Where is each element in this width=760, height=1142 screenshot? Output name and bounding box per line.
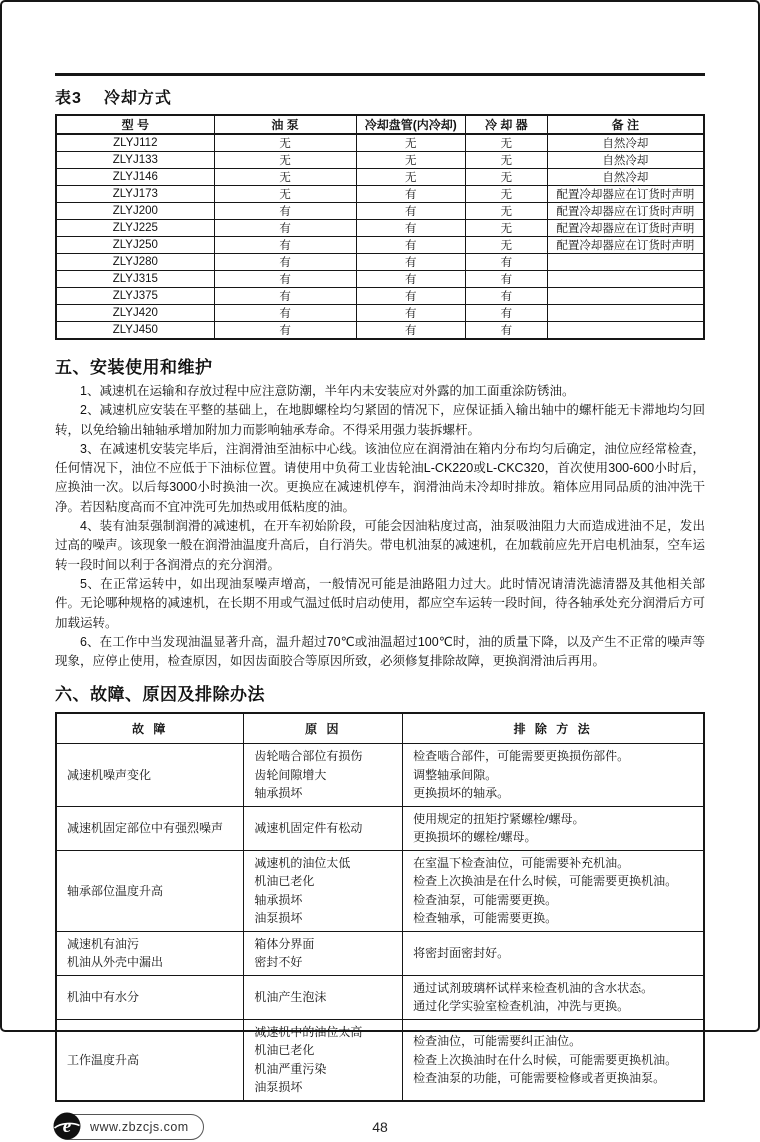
cooling-cell xyxy=(547,322,704,340)
fault-table-row xyxy=(56,1019,704,1101)
remedy-cell-line: 通过试剂玻璃杯试样来检查机油的含水状态。 xyxy=(413,980,654,995)
cooling-cell: 有 xyxy=(356,220,466,237)
cooling-table-row xyxy=(56,322,704,340)
page-footer xyxy=(55,1112,705,1142)
cooling-cell: 有 xyxy=(356,271,466,288)
svg-text:e: e xyxy=(62,1116,72,1138)
cooling-cell: 有 xyxy=(214,220,356,237)
table3-caption xyxy=(55,85,705,108)
fault-table-row xyxy=(56,850,704,931)
cooling-cell xyxy=(547,305,704,322)
cooling-cell: 无 xyxy=(466,134,548,152)
maintenance-paragraph: 4、装有油泵强制润滑的减速机，在开车初始阶段，可能会因油粘度过高，油泵吸油阻力大而造成进油不足，发出过高的噪声。该现象一般在润滑油温度升高后，自行消失。带电机油泵的减速机，在加载前应先开启电机油泵，空车运转一段时间以利于各润滑点的充分润滑。 xyxy=(55,519,706,572)
remedy-cell-line: 更换损坏的轴承。 xyxy=(413,786,510,801)
cause-cell xyxy=(244,975,403,1019)
cause-cell-line: 减速机固定件有松动 xyxy=(254,821,363,836)
remedy-cell-line: 调整轴承间隙。 xyxy=(413,767,498,782)
remedy-cell-line: 将密封面密封好。 xyxy=(413,946,510,961)
maintenance-paragraph: 2、减速机应安装在平整的基础上，在地脚螺栓均匀紧固的情况下，应保证插入输出轴中的螺杆能无卡滞地均匀回转，以免给输出轴轴承增加附加力而影响轴承寿命。不得采用强力装拆螺杆。 xyxy=(55,403,705,437)
cooling-cell: 配置冷却器应在订货时声明 xyxy=(547,186,704,203)
cooling-cell: 无 xyxy=(356,169,466,186)
cause-cell xyxy=(244,850,403,931)
cooling-cell: 无 xyxy=(466,152,548,169)
site-url: www.zbzcjs.com xyxy=(90,1119,189,1134)
cooling-table-row xyxy=(56,134,704,152)
remedy-cell-line: 检查油泵的功能，可能需要检修或者更换油泵。 xyxy=(413,1071,666,1086)
fault-table-row xyxy=(56,931,704,975)
cooling-cell: 有 xyxy=(214,271,356,288)
section5-title: 五、安装使用和维护 xyxy=(55,358,213,377)
cooling-cell: 无 xyxy=(214,134,356,152)
cooling-cell: ZLYJ315 xyxy=(56,271,214,288)
cooling-cell: 有 xyxy=(466,271,548,288)
maintenance-paragraph: 3、在减速机安装完毕后，注润滑油至油标中心线。该油位应在润滑油在箱内分布均匀后确定，油位应经常检查，任何情况下，油位不应低于下油标位置。请使用中负荷工业齿轮油L-CK220或L-CKC320，首次使用300-600小时后，应换油一次。以后每3000小时换油一次。更换应在减速机停车，润滑油尚未冷却时排放。箱体应用同品质的油冲洗干净。若因粘度高而不宜冲洗可先加热或用低粘度的油。 xyxy=(55,441,705,514)
cooling-col-header-1: 油 泵 xyxy=(214,115,356,134)
site-logo xyxy=(55,1114,204,1140)
logo-e-icon xyxy=(53,1112,81,1140)
remedy-cell xyxy=(403,850,704,931)
cause-cell-line: 油泵损坏 xyxy=(254,911,303,926)
table3-caption-label: 表3 xyxy=(55,90,82,107)
remedy-cell-line: 更换损坏的螺栓/螺母。 xyxy=(413,830,537,845)
cooling-cell: ZLYJ250 xyxy=(56,237,214,254)
fault-cell xyxy=(56,850,244,931)
fault-col-header-2: 排 除 方 法 xyxy=(403,713,704,744)
cooling-cell: 无 xyxy=(214,169,356,186)
cooling-cell: 无 xyxy=(214,186,356,203)
cause-cell-line: 机油已老化 xyxy=(254,1043,315,1058)
cooling-cell: 有 xyxy=(356,254,466,271)
remedy-cell-line: 使用规定的扭矩拧紧螺栓/螺母。 xyxy=(413,811,585,826)
cooling-cell: 无 xyxy=(466,186,548,203)
cooling-cell: 有 xyxy=(214,322,356,340)
cooling-cell: ZLYJ450 xyxy=(56,322,214,340)
cooling-table-row xyxy=(56,203,704,220)
cooling-cell xyxy=(547,271,704,288)
cooling-cell: 有 xyxy=(356,203,466,220)
fault-col-header-1: 原 因 xyxy=(244,713,403,744)
fault-cell xyxy=(56,806,244,850)
fault-table-header-row xyxy=(56,713,704,744)
cooling-cell: ZLYJ146 xyxy=(56,169,214,186)
cause-cell xyxy=(244,806,403,850)
fault-table-row xyxy=(56,975,704,1019)
cooling-cell: 自然冷却 xyxy=(547,169,704,186)
fault-cell-line: 减速机噪声变化 xyxy=(67,767,152,782)
cause-cell-line: 箱体分界面 xyxy=(254,936,315,951)
fault-cell xyxy=(56,975,244,1019)
maintenance-paragraph: 5、在正常运转中，如出现油泵噪声增高，一般情况可能是油路阻力过大。此时情况请清洗滤清器及其他相关部件。无论哪种规格的减速机，在长期不用或气温过低时启动使用，都应空车运转一段时间，待各轴承处充分润滑后方可加载运转。 xyxy=(55,576,706,630)
cooling-cell: 有 xyxy=(466,322,548,340)
fault-table-body xyxy=(56,744,704,1101)
cooling-cell: 有 xyxy=(466,288,548,305)
fault-cell xyxy=(56,744,244,807)
cause-cell-line: 油泵损坏 xyxy=(254,1080,303,1095)
cooling-table-body xyxy=(56,134,704,339)
fault-cell xyxy=(56,931,244,975)
section5-paragraphs xyxy=(55,382,705,671)
cooling-table-row xyxy=(56,305,704,322)
cooling-cell: 有 xyxy=(466,305,548,322)
cause-cell-line: 齿轮间隙增大 xyxy=(254,767,327,782)
remedy-cell-line: 检查油泵，可能需要更换。 xyxy=(413,892,558,907)
cooling-cell: 有 xyxy=(214,237,356,254)
remedy-cell xyxy=(403,931,704,975)
cooling-cell: ZLYJ225 xyxy=(56,220,214,237)
cause-cell-line: 减速机中的油位太高 xyxy=(254,1024,363,1039)
maintenance-paragraph: 6、在工作中当发现油温显著升高，温升超过70℃或油温超过100℃时，油的质量下降，以及产生不正常的噪声等现象，应停止使用，检查原因，如因齿面胶合等原因所致，必须修复排除故障，更换润滑油后再用。 xyxy=(55,634,705,669)
cooling-cell: ZLYJ133 xyxy=(56,152,214,169)
cause-cell xyxy=(244,931,403,975)
cause-cell-line: 机油严重污染 xyxy=(254,1061,327,1076)
cooling-cell: 无 xyxy=(466,203,548,220)
cause-cell-line: 机油产生泡沫 xyxy=(254,990,327,1005)
fault-table xyxy=(55,712,705,1102)
cause-cell xyxy=(244,744,403,807)
cooling-table-header-row xyxy=(56,115,704,134)
fault-cell-line: 轴承部位温度升高 xyxy=(67,883,164,898)
fault-cell-line: 工作温度升高 xyxy=(67,1052,140,1067)
table3-caption-title: 冷却方式 xyxy=(103,90,172,107)
cooling-cell: 无 xyxy=(356,134,466,152)
cooling-cell: 无 xyxy=(214,152,356,169)
cause-cell-line: 减速机的油位太低 xyxy=(254,855,351,870)
cooling-cell: 有 xyxy=(356,322,466,340)
cooling-cell: ZLYJ280 xyxy=(56,254,214,271)
remedy-cell-line: 检查上次换油是在什么时候，可能需要更换机油。 xyxy=(413,874,678,889)
fault-cell-line: 减速机有油污 xyxy=(67,936,140,951)
fault-cell-line: 机油从外壳中漏出 xyxy=(67,955,164,970)
remedy-cell-line: 检查油位，可能需要纠正油位。 xyxy=(413,1034,582,1049)
fault-cell xyxy=(56,1019,244,1101)
cooling-table-row xyxy=(56,237,704,254)
cooling-cell: ZLYJ173 xyxy=(56,186,214,203)
remedy-cell-line: 检查轴承，可能需要更换。 xyxy=(413,911,558,926)
fault-col-header-0: 故 障 xyxy=(56,713,244,744)
cause-cell-line: 轴承损坏 xyxy=(254,892,303,907)
remedy-cell xyxy=(403,1019,704,1101)
cooling-table-row xyxy=(56,271,704,288)
header-rule xyxy=(55,73,705,76)
cooling-cell: 配置冷却器应在订货时声明 xyxy=(547,203,704,220)
cooling-cell: 有 xyxy=(356,305,466,322)
cooling-table-row xyxy=(56,169,704,186)
cooling-cell: 配置冷却器应在订货时声明 xyxy=(547,220,704,237)
remedy-cell xyxy=(403,744,704,807)
cooling-cell: ZLYJ375 xyxy=(56,288,214,305)
remedy-cell-line: 通过化学实验室检查机油，冲洗与更换。 xyxy=(413,999,630,1014)
cooling-cell: 无 xyxy=(356,152,466,169)
cooling-col-header-0: 型 号 xyxy=(56,115,214,134)
remedy-cell xyxy=(403,975,704,1019)
cooling-col-header-4: 备 注 xyxy=(547,115,704,134)
cooling-cell: 无 xyxy=(466,220,548,237)
section6-title: 六、故障、原因及排除办法 xyxy=(55,685,265,705)
cause-cell-line: 轴承损坏 xyxy=(254,786,303,801)
page-number: 48 xyxy=(372,1118,388,1135)
remedy-cell-line: 在室温下检查油位，可能需要补充机油。 xyxy=(413,855,630,870)
cooling-table-row xyxy=(56,288,704,305)
cause-cell-line: 齿轮啮合部位有损伤 xyxy=(254,749,363,764)
cooling-cell: 有 xyxy=(214,288,356,305)
cooling-cell: 无 xyxy=(466,237,548,254)
cooling-cell: 自然冷却 xyxy=(547,134,704,152)
cooling-cell: 有 xyxy=(214,203,356,220)
fault-table-row xyxy=(56,744,704,807)
cooling-cell: 有 xyxy=(356,186,466,203)
remedy-cell-line: 检查啮合部件，可能需要更换损伤部件。 xyxy=(413,749,630,764)
cooling-cell: 有 xyxy=(214,305,356,322)
cooling-cell: ZLYJ112 xyxy=(56,134,214,152)
remedy-cell-line: 检查上次换油时在什么时候，可能需要更换机油。 xyxy=(413,1052,678,1067)
cooling-cell: 有 xyxy=(466,254,548,271)
cause-cell-line: 机油已老化 xyxy=(254,874,315,889)
cooling-table-row xyxy=(56,152,704,169)
maintenance-paragraph: 1、减速机在运输和存放过程中应注意防潮，半年内未安装应对外露的加工面重涂防锈油。 xyxy=(80,384,575,398)
cooling-cell: 配置冷却器应在订货时声明 xyxy=(547,237,704,254)
fault-cell-line: 减速机固定部位中有强烈噪声 xyxy=(67,821,224,836)
cooling-cell: 自然冷却 xyxy=(547,152,704,169)
fault-cell-line: 机油中有水分 xyxy=(67,990,140,1005)
cooling-cell: ZLYJ420 xyxy=(56,305,214,322)
remedy-cell xyxy=(403,806,704,850)
cooling-cell: 有 xyxy=(356,237,466,254)
cooling-cell: 有 xyxy=(356,288,466,305)
cooling-table-row xyxy=(56,220,704,237)
cooling-cell: 有 xyxy=(214,254,356,271)
cooling-table xyxy=(55,114,705,340)
fault-table-row xyxy=(56,806,704,850)
cause-cell xyxy=(244,1019,403,1101)
cooling-table-row xyxy=(56,254,704,271)
cooling-cell xyxy=(547,254,704,271)
cooling-cell xyxy=(547,288,704,305)
cooling-col-header-3: 冷 却 器 xyxy=(466,115,548,134)
cooling-cell: ZLYJ200 xyxy=(56,203,214,220)
cooling-table-row xyxy=(56,186,704,203)
cooling-col-header-2: 冷却盘管(内冷却) xyxy=(356,115,466,134)
cooling-cell: 无 xyxy=(466,169,548,186)
cause-cell-line: 密封不好 xyxy=(254,955,303,970)
